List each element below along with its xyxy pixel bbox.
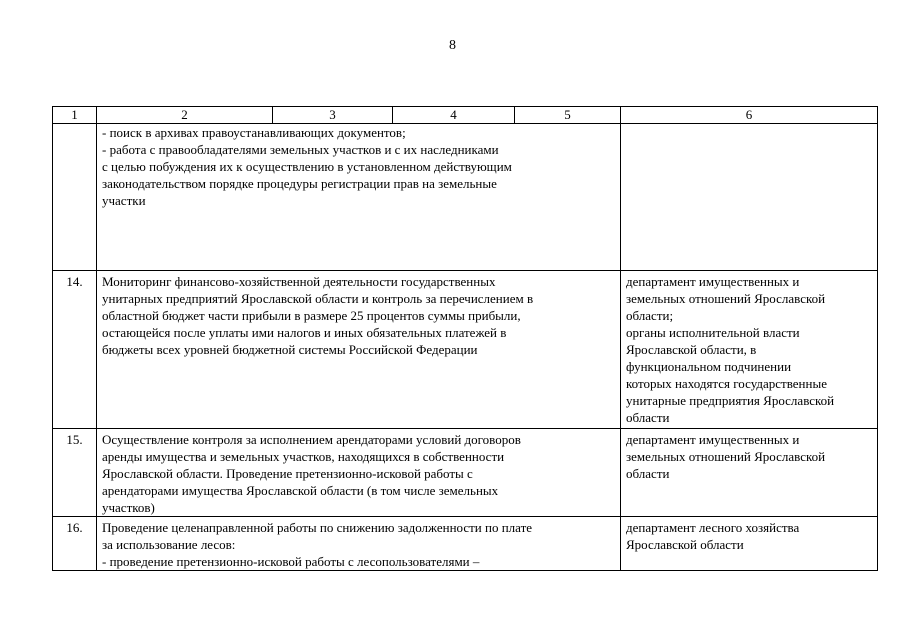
- text-line: Ярославской области. Проведение претензионно-исковой работы с: [102, 466, 473, 481]
- text-line: департамент лесного хозяйства: [626, 520, 800, 535]
- text-line: законодательством порядке процедуры регистрации прав на земельные: [102, 176, 497, 191]
- column-header: 2: [97, 107, 273, 124]
- table-row: [53, 517, 878, 571]
- measures-table: [52, 106, 878, 571]
- text-line: - проведение претензионно-исковой работы с лесопользователями –: [102, 554, 480, 569]
- text-line: Ярославской области: [626, 537, 744, 552]
- column-header: 1: [53, 107, 97, 124]
- row-number: 16.: [53, 517, 97, 571]
- text-line: департамент имущественных и: [626, 274, 800, 289]
- text-line: Мониторинг финансово-хозяйственной деятельности государственных: [102, 274, 496, 289]
- column-header: 6: [621, 107, 878, 124]
- text-line: областной бюджет части прибыли в размере 25 процентов суммы прибыли,: [102, 308, 521, 323]
- table-row: [53, 271, 878, 429]
- text-line: земельных отношений Ярославской: [626, 291, 826, 306]
- row-number: 15.: [53, 429, 97, 517]
- text-line: за использование лесов:: [102, 537, 236, 552]
- measure-text: [97, 124, 621, 271]
- measure-text: [97, 429, 621, 517]
- text-line: области: [626, 410, 670, 425]
- table-header-row: [53, 107, 878, 124]
- measure-text: [97, 517, 621, 571]
- text-line: области;: [626, 308, 674, 323]
- row-number: 14.: [53, 271, 97, 429]
- text-line: унитарных предприятий Ярославской области и контроль за перечислением в: [102, 291, 534, 306]
- responsible-text: [621, 429, 878, 517]
- text-line: - поиск в архивах правоустанавливающих документов;: [102, 125, 406, 140]
- text-line: - работа с правообладателями земельных участков и с их наследниками: [102, 142, 499, 157]
- text-line: участки: [102, 193, 146, 208]
- column-header: 3: [273, 107, 393, 124]
- text-line: унитарные предприятия Ярославской: [626, 393, 835, 408]
- text-line: Проведение целенаправленной работы по снижению задолженности по плате: [102, 520, 533, 535]
- text-line: функциональном подчинении: [626, 359, 792, 374]
- page-number: 8: [449, 38, 456, 53]
- text-line: участков): [102, 500, 155, 515]
- responsible-text: [621, 271, 878, 429]
- responsible-text: [621, 124, 878, 271]
- responsible-text: [621, 517, 878, 571]
- text-line: которых находятся государственные: [626, 376, 827, 391]
- text-line: бюджеты всех уровней бюджетной системы Российской Федерации: [102, 342, 478, 357]
- text-line: остающейся после уплаты ими налогов и иных обязательных платежей в: [102, 325, 507, 340]
- text-line: с целью побуждения их к осуществлению в установленном действующим: [102, 159, 512, 174]
- text-line: Ярославской области, в: [626, 342, 757, 357]
- text-line: земельных отношений Ярославской: [626, 449, 826, 464]
- text-line: арендаторами имущества Ярославской области (в том числе земельных: [102, 483, 499, 498]
- measure-text: [97, 271, 621, 429]
- column-header: 5: [515, 107, 621, 124]
- row-number: [53, 124, 97, 271]
- column-header: 4: [393, 107, 515, 124]
- table-row: [53, 429, 878, 517]
- text-line: аренды имущества и земельных участков, находящихся в собственности: [102, 449, 505, 464]
- table-row: [53, 124, 878, 271]
- text-line: Осуществление контроля за исполнением арендаторами условий договоров: [102, 432, 521, 447]
- text-line: департамент имущественных и: [626, 432, 800, 447]
- text-line: органы исполнительной власти: [626, 325, 800, 340]
- text-line: области: [626, 466, 670, 481]
